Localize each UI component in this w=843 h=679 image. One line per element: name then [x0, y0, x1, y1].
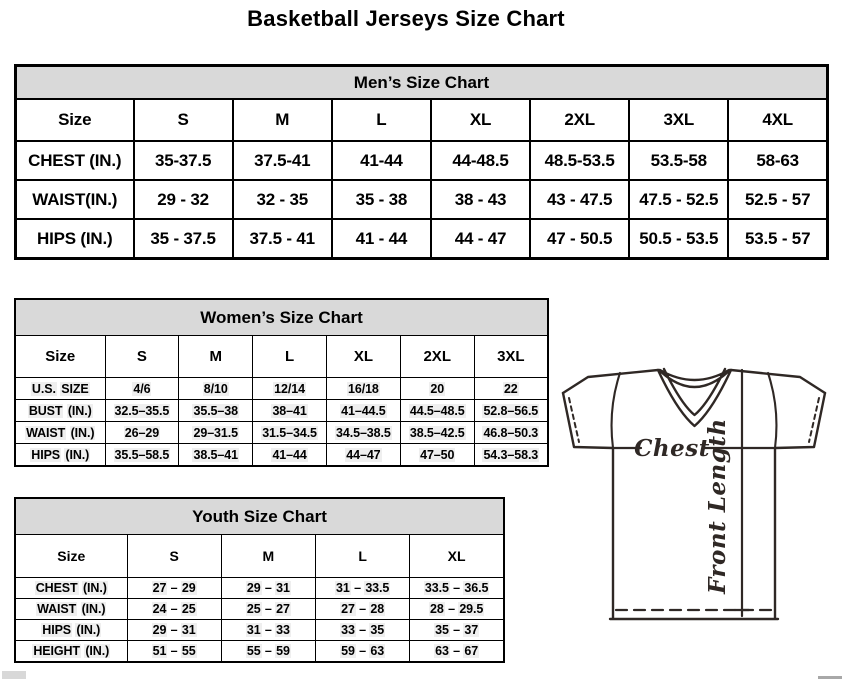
jersey-diagram: [558, 363, 840, 631]
womens-table-title: Women’s Size Chart: [15, 299, 548, 336]
value-cell: 33 – 35: [316, 620, 410, 641]
value-cell: 59 – 63: [316, 641, 410, 663]
jersey-body: [610, 448, 778, 619]
value-cell: 25 – 27: [221, 599, 315, 620]
jersey-collar: [658, 369, 731, 426]
row-label: WAIST (IN.): [15, 599, 127, 620]
value-cell: 54.3–58.3: [474, 444, 548, 467]
value-cell: 44 - 47: [431, 219, 530, 259]
jersey-left-armhole-seam: [612, 373, 620, 448]
size-corner-cell: Size: [16, 99, 134, 141]
value-cell: 35 - 37.5: [134, 219, 233, 259]
womens-bust-row: [15, 400, 548, 422]
size-col-header: 3XL: [629, 99, 728, 141]
size-col-header: 4XL: [728, 99, 827, 141]
value-cell: 32 - 35: [233, 180, 332, 219]
womens-ussize-row: [15, 378, 548, 400]
value-cell: 22: [474, 378, 548, 400]
page-title: Basketball Jerseys Size Chart: [247, 6, 565, 31]
value-cell: 37.5-41: [233, 141, 332, 180]
youth-table-title: Youth Size Chart: [15, 498, 504, 535]
value-cell: 32.5–35.5: [105, 400, 179, 422]
value-cell: 47 - 50.5: [530, 219, 629, 259]
womens-waist-row: [15, 422, 548, 444]
value-cell: 63 – 67: [410, 641, 504, 663]
womens-hips-row: [15, 444, 548, 467]
row-label: HEIGHT (IN.): [15, 641, 127, 663]
size-col-header: L: [253, 336, 327, 378]
chest-label: Chest: [634, 435, 710, 462]
value-cell: 33.5 – 36.5: [410, 578, 504, 599]
front-length-line: [735, 370, 749, 616]
size-col-header: M: [221, 535, 315, 578]
row-label: CHEST (IN.): [16, 141, 134, 180]
value-cell: 29 - 32: [134, 180, 233, 219]
value-cell: 20: [400, 378, 474, 400]
front-length-label: Front Length: [704, 418, 731, 594]
value-cell: 38.5–41: [179, 444, 253, 467]
jersey-outline: [563, 370, 825, 393]
value-cell: 41 - 44: [332, 219, 431, 259]
value-cell: 53.5 - 57: [728, 219, 827, 259]
value-cell: 26–29: [105, 422, 179, 444]
value-cell: 44–47: [326, 444, 400, 467]
value-cell: 55 – 59: [221, 641, 315, 663]
value-cell: 31.5–34.5: [253, 422, 327, 444]
youth-size-header-row: [15, 535, 504, 578]
value-cell: 58-63: [728, 141, 827, 180]
youth-height-row: [15, 641, 504, 663]
womens-size-table: [14, 298, 549, 467]
value-cell: 50.5 - 53.5: [629, 219, 728, 259]
womens-size-header-row: [15, 336, 548, 378]
womens-table-header-row: [15, 299, 548, 336]
value-cell: 16/18: [326, 378, 400, 400]
row-label: WAIST(IN.): [16, 180, 134, 219]
row-label: BUST (IN.): [15, 400, 105, 422]
mens-chest-row: [16, 141, 828, 180]
youth-size-table: [14, 497, 505, 663]
youth-table-header-row: [15, 498, 504, 535]
mens-table-title: Men’s Size Chart: [16, 66, 828, 100]
value-cell: 41–44: [253, 444, 327, 467]
value-cell: 27 – 29: [127, 578, 221, 599]
value-cell: 4/6: [105, 378, 179, 400]
value-cell: 34.5–38.5: [326, 422, 400, 444]
value-cell: 37.5 - 41: [233, 219, 332, 259]
row-label: HIPS (IN.): [16, 219, 134, 259]
value-cell: 52.5 - 57: [728, 180, 827, 219]
mens-waist-row: [16, 180, 828, 219]
size-col-header: XL: [410, 535, 504, 578]
size-col-header: M: [179, 336, 253, 378]
value-cell: 35.5–58.5: [105, 444, 179, 467]
jersey-right-armhole-seam: [768, 373, 776, 448]
value-cell: 12/14: [253, 378, 327, 400]
value-cell: 47–50: [400, 444, 474, 467]
youth-waist-row: [15, 599, 504, 620]
value-cell: 41-44: [332, 141, 431, 180]
mens-hips-row: [16, 219, 828, 259]
value-cell: 38.5–42.5: [400, 422, 474, 444]
size-corner-cell: Size: [15, 336, 105, 378]
value-cell: 31 – 33.5: [316, 578, 410, 599]
value-cell: 48.5-53.5: [530, 141, 629, 180]
value-cell: 53.5-58: [629, 141, 728, 180]
value-cell: 44-48.5: [431, 141, 530, 180]
row-label: WAIST (IN.): [15, 422, 105, 444]
value-cell: 8/10: [179, 378, 253, 400]
bottom-left-fragment: [2, 671, 26, 679]
value-cell: 29 – 31: [127, 620, 221, 641]
value-cell: 27 – 28: [316, 599, 410, 620]
value-cell: 41–44.5: [326, 400, 400, 422]
value-cell: 31 – 33: [221, 620, 315, 641]
value-cell: 38 - 43: [431, 180, 530, 219]
size-col-header: S: [105, 336, 179, 378]
size-col-header: 2XL: [400, 336, 474, 378]
value-cell: 51 – 55: [127, 641, 221, 663]
mens-size-table: [14, 64, 829, 260]
value-cell: 24 – 25: [127, 599, 221, 620]
mens-size-header-row: [16, 99, 828, 141]
size-col-header: S: [127, 535, 221, 578]
value-cell: 35 – 37: [410, 620, 504, 641]
value-cell: 28 – 29.5: [410, 599, 504, 620]
value-cell: 35-37.5: [134, 141, 233, 180]
value-cell: 43 - 47.5: [530, 180, 629, 219]
value-cell: 35.5–38: [179, 400, 253, 422]
value-cell: 44.5–48.5: [400, 400, 474, 422]
value-cell: 47.5 - 52.5: [629, 180, 728, 219]
size-col-header: XL: [431, 99, 530, 141]
mens-table-header-row: [16, 66, 828, 100]
row-label: CHEST (IN.): [15, 578, 127, 599]
size-col-header: 2XL: [530, 99, 629, 141]
size-col-header: M: [233, 99, 332, 141]
youth-chest-row: [15, 578, 504, 599]
value-cell: 29 – 31: [221, 578, 315, 599]
value-cell: 46.8–50.3: [474, 422, 548, 444]
size-col-header: XL: [326, 336, 400, 378]
value-cell: 38–41: [253, 400, 327, 422]
size-col-header: L: [332, 99, 431, 141]
row-label: HIPS (IN.): [15, 620, 127, 641]
value-cell: 52.8–56.5: [474, 400, 548, 422]
size-col-header: S: [134, 99, 233, 141]
size-col-header: 3XL: [474, 336, 548, 378]
size-corner-cell: Size: [15, 535, 127, 578]
row-label: U.S. SIZE: [15, 378, 105, 400]
value-cell: 29–31.5: [179, 422, 253, 444]
size-col-header: L: [316, 535, 410, 578]
row-label: HIPS (IN.): [15, 444, 105, 467]
value-cell: 35 - 38: [332, 180, 431, 219]
youth-hips-row: [15, 620, 504, 641]
